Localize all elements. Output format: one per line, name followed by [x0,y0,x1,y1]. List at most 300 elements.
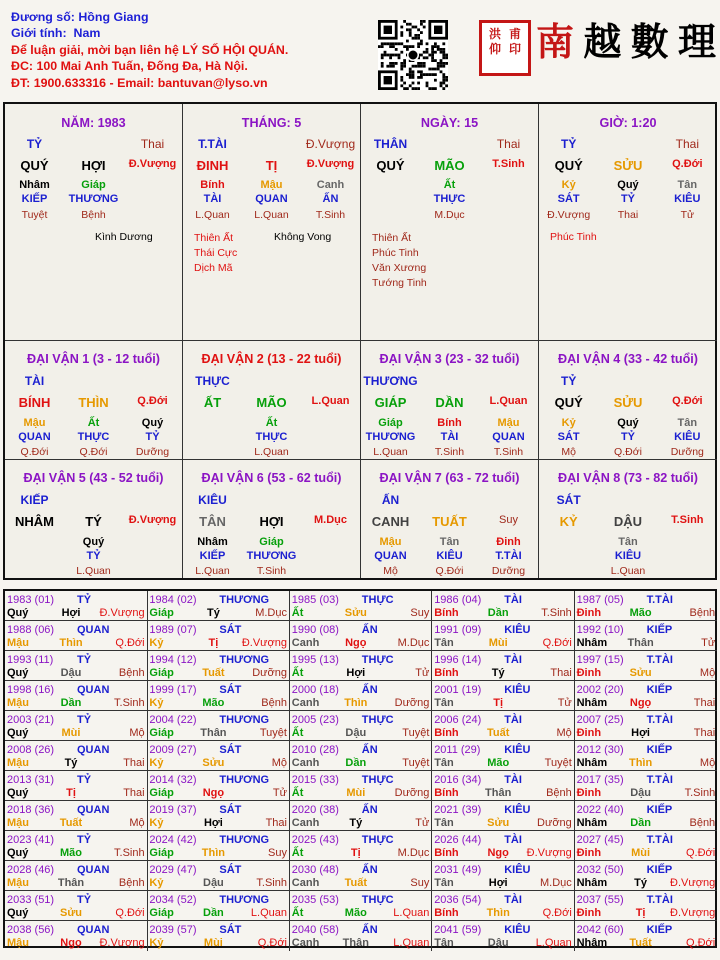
contact-phone-email: ĐT: 1900.633316 - Email: bantuvan@lyso.vn [11,75,268,90]
year-ts: Tuyệt [544,757,572,769]
year-can: Giáp [149,607,174,619]
year-star: KIẾP [646,863,673,876]
year-star: QUAN [77,623,110,636]
year-label: 2005 (23) [291,713,339,726]
year-cell[interactable] [147,891,290,921]
year-cell[interactable] [5,621,148,651]
year-star: KIÊU [504,743,531,756]
year-star: TÀI [504,773,522,786]
year-can: Bính [434,727,459,739]
year-cell[interactable] [575,711,718,741]
year-label: 2021 (39) [434,803,482,816]
year-label: 2009 (27) [149,743,197,756]
logo [536,12,716,64]
dai-van-chi: MÃO [256,395,287,410]
hidden-star: KIÊU [674,193,701,205]
dai-van-chi: DẦN [435,395,464,410]
year-can: Giáp [149,727,174,739]
year-cell[interactable] [290,891,433,921]
dai-van-chi: HỢI [259,514,284,529]
year-star: KIẾP [646,683,673,696]
year-cell[interactable] [575,801,718,831]
hidden-stem: Giáp [259,536,284,548]
year-can: Mậu [7,757,29,769]
year-chi: Mùi [61,727,81,739]
year-cell[interactable] [290,711,433,741]
year-star: TÀI [504,653,522,666]
year-label: 2039 (57) [149,923,197,936]
year-cell[interactable] [432,651,575,681]
year-can: Kỷ [149,697,164,709]
pillar-ts: Đ.Vượng [306,158,355,170]
year-star: THỰC [361,893,394,906]
year-can: Đinh [576,727,602,739]
dai-van-title: ĐẠI VẬN 7 (63 - 72 tuổi) [379,471,520,485]
year-chi: Hợi [61,607,81,619]
dai-van-5[interactable] [5,460,183,578]
than-sat-item: Không Vong [274,231,332,243]
hidden-ts: T.Sinh [315,209,346,221]
year-ts: Mộ [699,667,716,679]
dai-van-star: TỶ [560,374,577,388]
year-star: THỰC [361,653,394,666]
year-ts: Thai [693,697,716,709]
year-cell[interactable] [432,621,575,651]
year-cell[interactable] [5,861,148,891]
pillar-star: TỶ [560,137,577,151]
year-star: QUAN [77,923,110,936]
hidden-stem: Đinh [496,536,521,548]
year-ts: Đ.Vượng [670,877,716,889]
year-chi: Dần [345,757,367,769]
year-star: TÀI [504,833,522,846]
year-cell[interactable] [147,711,290,741]
year-chi: Dần [630,817,651,829]
year-cell[interactable] [5,651,148,681]
year-cell[interactable] [147,921,290,951]
year-cell[interactable] [147,741,290,771]
year-chi: Mùi [488,637,508,649]
year-label: 1999 (17) [149,683,197,696]
year-cell[interactable] [147,771,290,801]
than-sat-item: Phúc Tinh [372,247,419,259]
dai-van-can: BÍNH [18,395,51,410]
year-star: KIẾP [646,623,673,636]
year-chi: Thìn [486,907,510,919]
year-cell[interactable] [432,831,575,861]
year-chi: Hợi [346,667,366,679]
year-cell[interactable] [5,831,148,861]
hidden-stem: Canh [316,179,345,191]
pillar-can: QUÝ [554,158,583,173]
year-cell[interactable] [575,861,718,891]
year-cell[interactable] [290,771,433,801]
year-star: SÁT [219,863,242,876]
year-label: 2020 (38) [291,803,339,816]
year-ts: M.Dục [397,847,430,859]
dai-van-star: SÁT [556,493,581,507]
hidden-ts: T.Sinh [493,446,524,458]
year-label: 2006 (24) [434,713,482,726]
dai-van-star: KIÊU [198,493,227,507]
year-ts: Đ.Vượng [526,847,572,859]
year-can: Tân [434,697,454,709]
year-star: THƯƠNG [219,713,270,726]
year-cell[interactable] [432,861,575,891]
year-cell[interactable] [147,591,290,621]
year-chi: Thìn [201,847,225,859]
year-chi: Thìn [628,757,653,769]
year-chi: Tý [64,757,78,769]
year-label: 2028 (46) [7,863,55,876]
year-label: 2015 (33) [291,773,339,786]
year-cell[interactable] [290,921,433,951]
year-can: Ất [291,667,304,679]
year-chi: Mùi [631,847,651,859]
year-can: Giáp [149,667,174,679]
year-star: T.TÀI [646,893,673,906]
year-star: TỶ [77,773,92,786]
year-cell[interactable] [575,891,718,921]
year-can: Quý [7,847,29,859]
year-ts: Bệnh [546,787,572,799]
year-cell[interactable] [290,651,433,681]
year-cell[interactable] [432,681,575,711]
year-ts: Dưỡng [252,667,287,679]
than-sat-item: Văn Xương [372,262,427,274]
year-ts: Q.Đới [542,907,572,919]
year-ts: Bệnh [689,817,716,829]
dai-van-7[interactable] [361,460,539,578]
year-cell[interactable] [432,771,575,801]
year-star: ẤN [361,863,378,876]
year-cell[interactable] [575,621,718,651]
hidden-stem: Bính [200,179,225,191]
year-star: T.TÀI [646,833,673,846]
header-info [11,9,288,91]
dai-van-title: ĐẠI VẬN 6 (53 - 62 tuổi) [201,471,342,485]
year-cell[interactable] [575,741,718,771]
year-cell[interactable] [290,591,433,621]
year-ts: Suy [410,877,430,889]
year-can: Nhâm [576,877,608,889]
hidden-ts: L.Quan [610,565,646,577]
year-ts: Bệnh [261,697,287,709]
year-ts: Tử [415,667,430,679]
year-can: Đinh [576,907,602,919]
year-can: Đinh [576,607,602,619]
year-ts: Suy [268,847,287,859]
qr-code-icon[interactable] [378,20,448,90]
year-can: Nhâm [576,697,608,709]
year-label: 2027 (45) [576,833,624,846]
year-ts: T.Sinh [114,847,145,859]
year-chi: Thân [57,877,85,889]
dai-van-ts: Q.Đới [672,395,703,407]
hidden-star: THƯƠNG [246,550,297,562]
year-star: KIÊU [504,863,531,876]
hidden-ts: L.Quan [195,565,230,577]
year-star: KIÊU [504,803,531,816]
year-cell[interactable] [575,921,718,951]
year-chi: Mão [629,607,652,619]
year-chi: Tị [635,907,646,919]
year-ts: Mộ [556,727,572,739]
year-cell[interactable] [432,741,575,771]
year-cell[interactable] [5,591,148,621]
year-star: TÀI [504,593,522,606]
than-sat-item: Thiên Ất [372,232,412,244]
year-can: Ất [291,787,304,799]
year-cell[interactable] [147,651,290,681]
year-can: Bính [434,667,459,679]
hidden-ts: Q.Đới [79,446,108,458]
year-cell[interactable] [147,801,290,831]
year-cell[interactable] [575,771,718,801]
hidden-star: TỶ [620,193,636,205]
pillar-month [183,104,361,341]
dai-van-can: CANH [371,514,410,529]
than-sat-item: Phúc Tinh [550,231,597,243]
year-can: Kỷ [149,817,164,829]
year-ts: Bệnh [689,607,716,619]
year-chi: Tuất [344,877,367,889]
hidden-ts: Bệnh [81,209,106,221]
year-chi: Tị [66,787,76,799]
year-ts: Tử [415,817,430,829]
dai-van-3[interactable] [361,341,539,460]
year-label: 2041 (59) [434,923,482,936]
year-star: KIẾP [646,923,673,936]
year-chi: Ngọ [202,787,225,799]
year-cell[interactable] [147,831,290,861]
year-cell[interactable] [5,801,148,831]
than-sat-item: Thái Cực [194,247,238,259]
year-label: 1990 (08) [291,623,339,636]
hidden-star: THƯƠNG [365,431,416,443]
year-cell[interactable] [290,831,433,861]
year-cell[interactable] [5,681,148,711]
year-chi: Ngọ [345,637,367,649]
gender-label: Giới tính: [11,26,67,41]
year-chi: Thân [627,637,654,649]
dai-van-6[interactable] [183,460,361,578]
year-ts: Tử [701,637,716,649]
year-cell[interactable] [5,891,148,921]
dai-van-1[interactable] [5,341,183,460]
year-cell[interactable] [575,831,718,861]
hidden-ts: T.Sinh [256,565,287,577]
year-label: 2032 (50) [576,863,624,876]
year-cell[interactable] [432,891,575,921]
year-can: Mậu [7,937,29,949]
year-ts: Thai [265,817,287,829]
year-can: Mậu [7,637,29,649]
pillar-can: QUÝ [20,158,49,173]
dai-van-ts: Q.Đới [137,395,168,407]
year-chi: Dậu [60,667,82,679]
year-ts: Bệnh [118,877,145,889]
year-can: Quý [7,907,29,919]
year-cell[interactable] [5,741,148,771]
year-label: 2031 (49) [434,863,482,876]
year-cell[interactable] [575,651,718,681]
year-chi: Dần [203,907,224,919]
hidden-star: TỶ [86,550,101,562]
year-ts: Mộ [129,817,145,829]
year-can: Canh [291,637,320,649]
hidden-ts: Mộ [383,565,398,577]
year-chi: Dậu [487,937,509,949]
hidden-stem: Mậu [23,417,46,429]
hidden-stem: Nhâm [197,536,228,548]
year-label: 1983 (01) [7,593,55,606]
dai-van-ts: Suy [499,514,518,526]
year-cell[interactable] [290,801,433,831]
logo-char: 數 [630,18,669,64]
year-chi: Thìn [344,697,368,709]
year-cell[interactable] [147,621,290,651]
year-chi: Dậu [345,727,367,739]
year-cell[interactable] [290,861,433,891]
year-ts: Q.Đới [257,937,287,949]
year-chi: Tị [493,697,504,709]
dai-van-chi: THÌN [78,395,109,410]
year-label: 2010 (28) [291,743,339,756]
year-can: Mậu [7,697,29,709]
year-label: 2023 (41) [7,833,55,846]
year-label: 2026 (44) [434,833,482,846]
year-can: Bính [434,787,459,799]
year-star: ẤN [361,923,378,936]
year-cell[interactable] [432,591,575,621]
dai-van-chi: DẬU [613,514,643,529]
than-sat-item: Dịch Mã [194,262,233,274]
year-chi: Tuất [202,667,225,679]
pillar-ts: Thai [140,137,165,151]
year-cell[interactable] [290,681,433,711]
year-star: KIẾP [646,803,673,816]
pillar-title: NGÀY: 15 [420,116,479,130]
hidden-ts: L.Quan [195,209,230,221]
hidden-star: THỰC [433,193,466,205]
year-can: Ất [291,607,304,619]
year-can: Giáp [149,847,174,859]
year-chi: Hợi [203,817,223,829]
year-ts: Đ.Vượng [670,907,716,919]
dai-van-8[interactable] [539,460,717,578]
year-chi: Thân [485,787,512,799]
dai-van-chi: TUẤT [432,514,467,529]
year-can: Ất [291,847,304,859]
year-can: Giáp [149,907,174,919]
hidden-star: KIẾP [199,550,226,562]
pillar-ts: Đ.Vượng [305,137,356,151]
year-cell[interactable] [290,741,433,771]
year-cell[interactable] [147,861,290,891]
year-label: 2033 (51) [7,893,55,906]
year-label: 2013 (31) [7,773,55,786]
year-chi: Tý [634,877,648,889]
pillar-title: NĂM: 1983 [61,116,126,130]
year-cell[interactable] [432,801,575,831]
dai-van-star: KIẾP [20,493,49,507]
hidden-stem: Giáp [378,417,403,429]
year-can: Nhâm [576,817,608,829]
hidden-stem: Tân [618,536,638,548]
year-star: T.TÀI [646,593,673,606]
year-ts: L.Quan [393,937,430,949]
year-chi: Dần [487,607,509,619]
year-star: THỰC [361,713,394,726]
year-can: Tân [434,637,454,649]
hidden-star: THỰC [255,431,288,443]
year-ts: Thai [123,787,145,799]
dai-van-2[interactable] [183,341,361,460]
year-cell[interactable] [432,711,575,741]
year-cell[interactable] [5,921,148,951]
year-ts: Đ.Vượng [99,607,145,619]
year-cell[interactable] [432,921,575,951]
hidden-stem: Quý [617,179,639,191]
year-star: THƯƠNG [219,653,270,666]
hidden-star: THƯƠNG [68,193,119,205]
year-ts: Thai [123,757,145,769]
year-star: TÀI [504,713,522,726]
year-chi: Mùi [203,937,223,949]
year-star: THỰC [361,773,394,786]
year-star: QUAN [77,743,110,756]
year-cell[interactable] [575,591,718,621]
hidden-stem: Quý [82,536,105,548]
year-star: THƯƠNG [219,593,270,606]
year-can: Canh [291,937,320,949]
year-chi: Mão [344,907,367,919]
year-ts: T.Sinh [256,877,287,889]
year-cell[interactable] [5,711,148,741]
year-star: T.TÀI [646,713,673,726]
year-ts: Mộ [271,757,287,769]
year-star: ẤN [361,623,378,636]
year-ts: Bệnh [118,667,145,679]
year-cell[interactable] [147,681,290,711]
dai-van-title: ĐẠI VẬN 4 (33 - 42 tuổi) [558,352,698,366]
year-cell[interactable] [575,681,718,711]
year-chi: Tuất [486,727,510,739]
hidden-star: TÀI [440,431,459,443]
year-cell[interactable] [5,771,148,801]
year-ts: Dưỡng [394,787,430,799]
year-ts: Q.Đới [685,937,716,949]
year-label: 1991 (09) [434,623,482,636]
hidden-star: THỰC [77,431,110,443]
than-sat-item: Tướng Tinh [372,277,427,289]
year-can: Canh [291,817,320,829]
year-star: THỰC [361,833,394,846]
year-star: SÁT [219,743,242,756]
dai-van-4[interactable] [539,341,717,460]
dai-van-ts: M.Dục [314,514,347,526]
dai-van-can: GIÁP [374,395,407,410]
year-ts: Tử [557,697,572,709]
year-cell[interactable] [290,621,433,651]
hidden-ts: Thai [617,209,639,221]
year-label: 1992 (10) [576,623,624,636]
year-can: Đinh [576,667,602,679]
year-chi: Ngọ [487,847,509,859]
than-sat-item: Thiên Ất [194,232,234,244]
year-ts: Q.Đới [115,907,145,919]
